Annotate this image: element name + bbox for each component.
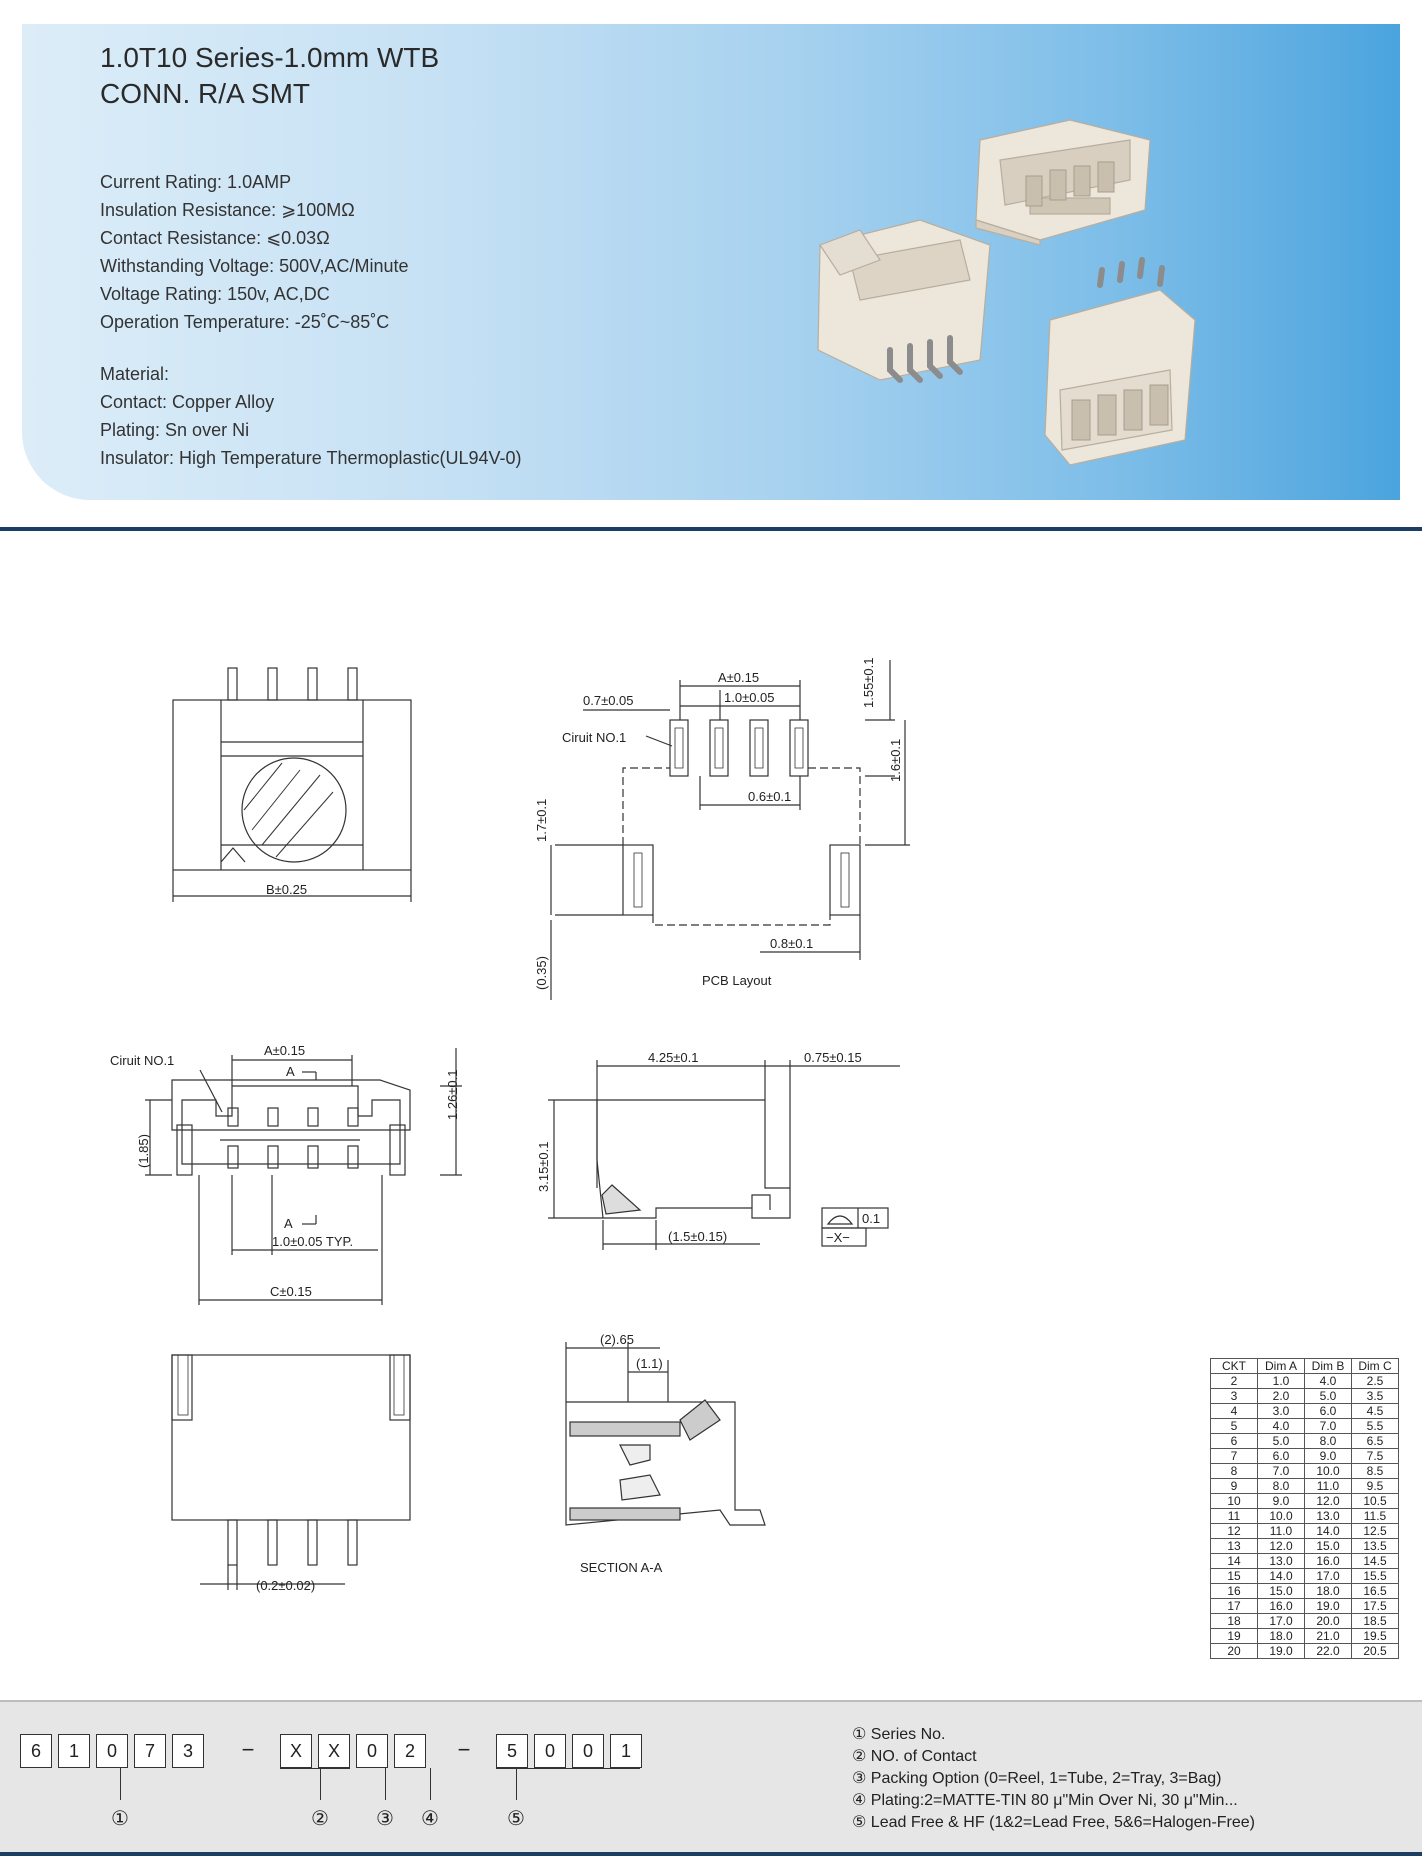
table-cell: 20.5 bbox=[1352, 1644, 1399, 1659]
table-cell: 2.5 bbox=[1352, 1374, 1399, 1389]
spec-operation-temperature: Operation Temperature: -25˚C~85˚C bbox=[100, 312, 390, 332]
table-cell: 7.5 bbox=[1352, 1449, 1399, 1464]
table-row bbox=[1211, 1524, 1399, 1539]
part-number-leader bbox=[120, 1768, 121, 1800]
part-number-marker: ③ bbox=[376, 1808, 394, 1830]
pcb-a-dim: A±0.15 bbox=[718, 670, 760, 685]
footer-rule bbox=[0, 1852, 1422, 1856]
pcb-circuit-label: Ciruit NO.1 bbox=[562, 730, 627, 745]
col-dim-c: Dim C bbox=[1352, 1359, 1399, 1374]
side-w15: (1.5±0.15) bbox=[668, 1229, 728, 1244]
part-number-digit: 1 bbox=[58, 1734, 90, 1768]
table-row bbox=[1211, 1644, 1399, 1659]
table-cell: 14.0 bbox=[1305, 1524, 1352, 1539]
pcb-h16: 1.6±0.1 bbox=[888, 738, 903, 782]
table-cell: 5 bbox=[1211, 1419, 1258, 1434]
part-number-marker: ⑤ bbox=[507, 1808, 525, 1830]
header-section bbox=[0, 0, 1422, 500]
table-cell: 9.5 bbox=[1352, 1479, 1399, 1494]
part-number-digit: 3 bbox=[172, 1734, 204, 1768]
table-cell: 22.0 bbox=[1305, 1644, 1352, 1659]
table-cell: 3.0 bbox=[1258, 1404, 1305, 1419]
table-cell: 20 bbox=[1211, 1644, 1258, 1659]
pcb-h035: (0.35) bbox=[534, 956, 549, 990]
table-cell: 15.0 bbox=[1258, 1584, 1305, 1599]
top-circuit-label: Ciruit NO.1 bbox=[110, 1053, 175, 1068]
table-cell: 12 bbox=[1211, 1524, 1258, 1539]
table-cell: 21.0 bbox=[1305, 1629, 1352, 1644]
table-cell: 10.0 bbox=[1305, 1464, 1352, 1479]
table-cell: 13.0 bbox=[1258, 1554, 1305, 1569]
table-cell: 19.0 bbox=[1305, 1599, 1352, 1614]
table-cell: 2.0 bbox=[1258, 1389, 1305, 1404]
table-cell: 15.5 bbox=[1352, 1569, 1399, 1584]
table-row bbox=[1211, 1464, 1399, 1479]
table-row bbox=[1211, 1434, 1399, 1449]
pcb-pitch: 1.0±0.05 bbox=[724, 690, 775, 705]
material-contact: Contact: Copper Alloy bbox=[100, 392, 275, 412]
pcb-pad-offset: 0.7±0.05 bbox=[583, 693, 634, 708]
part-number-digit: 0 bbox=[572, 1734, 604, 1768]
table-cell: 19 bbox=[1211, 1629, 1258, 1644]
legend-contacts: ② NO. of Contact bbox=[852, 1748, 977, 1765]
table-row bbox=[1211, 1374, 1399, 1389]
table-row bbox=[1211, 1404, 1399, 1419]
table-cell: 11 bbox=[1211, 1509, 1258, 1524]
top-h126: 1.26±0.1 bbox=[445, 1069, 460, 1120]
table-row bbox=[1211, 1539, 1399, 1554]
table-row bbox=[1211, 1479, 1399, 1494]
part-number-digit: 6 bbox=[20, 1734, 52, 1768]
table-cell: 14 bbox=[1211, 1554, 1258, 1569]
legend-plating: ④ Plating:2=MATTE-TIN 80 μ"Min Over Ni, 30 μ"Min... bbox=[852, 1792, 1238, 1809]
part-number-dash: − bbox=[457, 1737, 471, 1762]
part-number-digit: X bbox=[318, 1734, 350, 1768]
table-cell: 15.0 bbox=[1305, 1539, 1352, 1554]
table-cell: 8 bbox=[1211, 1464, 1258, 1479]
table-cell: 10 bbox=[1211, 1494, 1258, 1509]
table-cell: 14.5 bbox=[1352, 1554, 1399, 1569]
table-cell: 12.0 bbox=[1305, 1494, 1352, 1509]
bottom-w02: (0.2±0.02) bbox=[256, 1578, 316, 1593]
part-number-digit: 5 bbox=[496, 1734, 528, 1768]
table-cell: 16.0 bbox=[1258, 1599, 1305, 1614]
table-cell: 5.0 bbox=[1305, 1389, 1352, 1404]
table-cell: 16.5 bbox=[1352, 1584, 1399, 1599]
top-c-dim: C±0.15 bbox=[270, 1284, 312, 1299]
table-cell: 10.0 bbox=[1258, 1509, 1305, 1524]
part-number-bracket bbox=[280, 1768, 350, 1769]
table-cell: 6.5 bbox=[1352, 1434, 1399, 1449]
table-cell: 19.0 bbox=[1258, 1644, 1305, 1659]
table-cell: 1.0 bbox=[1258, 1374, 1305, 1389]
table-cell: 9.0 bbox=[1258, 1494, 1305, 1509]
top-section-a-top: A bbox=[286, 1064, 295, 1079]
table-cell: 15 bbox=[1211, 1569, 1258, 1584]
table-cell: 18.0 bbox=[1258, 1629, 1305, 1644]
table-row bbox=[1211, 1494, 1399, 1509]
header-rule bbox=[0, 527, 1422, 531]
table-row bbox=[1211, 1419, 1399, 1434]
table-row bbox=[1211, 1629, 1399, 1644]
table-cell: 9 bbox=[1211, 1479, 1258, 1494]
table-row bbox=[1211, 1449, 1399, 1464]
table-cell: 13.5 bbox=[1352, 1539, 1399, 1554]
top-a-dim: A±0.15 bbox=[264, 1043, 306, 1058]
dimension-table bbox=[1210, 1358, 1399, 1659]
part-number-leader bbox=[385, 1768, 386, 1800]
col-dim-b: Dim B bbox=[1305, 1359, 1352, 1374]
table-row bbox=[1211, 1554, 1399, 1569]
pcb-w08: 0.8±0.1 bbox=[770, 936, 814, 951]
pcb-layout bbox=[551, 660, 910, 1000]
table-row bbox=[1211, 1614, 1399, 1629]
top-section-a-bottom: A bbox=[284, 1216, 293, 1231]
table-cell: 6.0 bbox=[1258, 1449, 1305, 1464]
table-cell: 12.0 bbox=[1258, 1539, 1305, 1554]
table-cell: 17.0 bbox=[1305, 1569, 1352, 1584]
table-cell: 5.0 bbox=[1258, 1434, 1305, 1449]
part-number-leader bbox=[516, 1768, 517, 1800]
pcb-caption: PCB Layout bbox=[702, 973, 772, 988]
title-line-2: CONN. R/A SMT bbox=[100, 78, 311, 109]
title-line-1: 1.0T10 Series-1.0mm WTB bbox=[100, 42, 440, 73]
side-view bbox=[548, 1060, 900, 1250]
part-number-digit: 0 bbox=[356, 1734, 388, 1768]
side-h315: 3.15±0.1 bbox=[536, 1141, 551, 1192]
pcb-h155: 1.55±0.1 bbox=[861, 657, 876, 708]
part-number-digit: 2 bbox=[394, 1734, 426, 1768]
side-tolerance: 0.1 bbox=[862, 1211, 881, 1226]
table-cell: 11.0 bbox=[1305, 1479, 1352, 1494]
pcb-h17: 1.7±0.1 bbox=[534, 798, 549, 842]
table-cell: 10.5 bbox=[1352, 1494, 1399, 1509]
part-number-digit: 1 bbox=[610, 1734, 642, 1768]
section-w265: (2).65 bbox=[600, 1332, 634, 1347]
spec-withstanding-voltage: Withstanding Voltage: 500V,AC/Minute bbox=[100, 256, 409, 276]
technical-drawings bbox=[0, 560, 1422, 1690]
side-w075: 0.75±0.15 bbox=[804, 1050, 862, 1065]
table-cell: 17.5 bbox=[1352, 1599, 1399, 1614]
table-cell: 4 bbox=[1211, 1404, 1258, 1419]
part-number-dash: − bbox=[241, 1737, 255, 1762]
spec-voltage-rating: Voltage Rating: 150v, AC,DC bbox=[100, 284, 330, 304]
table-cell: 3.5 bbox=[1352, 1389, 1399, 1404]
table-row bbox=[1211, 1599, 1399, 1614]
table-row bbox=[1211, 1569, 1399, 1584]
table-cell: 11.0 bbox=[1258, 1524, 1305, 1539]
table-cell: 13 bbox=[1211, 1539, 1258, 1554]
table-cell: 18 bbox=[1211, 1614, 1258, 1629]
table-cell: 2 bbox=[1211, 1374, 1258, 1389]
part-number-digit: 0 bbox=[534, 1734, 566, 1768]
table-cell: 16.0 bbox=[1305, 1554, 1352, 1569]
col-dim-a: Dim A bbox=[1258, 1359, 1305, 1374]
table-cell: 18.5 bbox=[1352, 1614, 1399, 1629]
bottom-view bbox=[172, 1355, 410, 1590]
table-cell: 17.0 bbox=[1258, 1614, 1305, 1629]
table-cell: 3 bbox=[1211, 1389, 1258, 1404]
table-header-row bbox=[1211, 1359, 1399, 1374]
table-cell: 19.5 bbox=[1352, 1629, 1399, 1644]
connector-photo bbox=[800, 80, 1240, 480]
material-plating: Plating: Sn over Ni bbox=[100, 420, 250, 440]
table-cell: 9.0 bbox=[1305, 1449, 1352, 1464]
spec-current-rating: Current Rating: 1.0AMP bbox=[100, 172, 292, 192]
part-number-marker: ① bbox=[111, 1808, 129, 1830]
spec-contact-resistance: Contact Resistance: ⩽0.03Ω bbox=[100, 228, 330, 248]
part-number-digit: X bbox=[280, 1734, 312, 1768]
table-cell: 11.5 bbox=[1352, 1509, 1399, 1524]
page-title bbox=[100, 40, 439, 112]
spec-insulation-resistance: Insulation Resistance: ⩾100MΩ bbox=[100, 200, 355, 220]
part-number-bracket bbox=[496, 1768, 640, 1769]
table-cell: 12.5 bbox=[1352, 1524, 1399, 1539]
table-body bbox=[1211, 1374, 1399, 1659]
side-w425: 4.25±0.1 bbox=[648, 1050, 699, 1065]
col-ckt: CKT bbox=[1211, 1359, 1258, 1374]
top-view bbox=[145, 1048, 462, 1305]
material-heading: Material: bbox=[100, 364, 170, 384]
front-view bbox=[173, 668, 411, 902]
top-pitch: 1.0±0.05 TYP. bbox=[272, 1234, 354, 1249]
table-row bbox=[1211, 1584, 1399, 1599]
section-caption: SECTION A-A bbox=[580, 1560, 663, 1575]
section-w11: (1.1) bbox=[636, 1356, 663, 1371]
part-number-marker: ④ bbox=[421, 1808, 439, 1830]
table-cell: 13.0 bbox=[1305, 1509, 1352, 1524]
table-row bbox=[1211, 1509, 1399, 1524]
table-cell: 16 bbox=[1211, 1584, 1258, 1599]
table-cell: 7.0 bbox=[1305, 1419, 1352, 1434]
part-number-leader bbox=[320, 1768, 321, 1800]
table-cell: 5.5 bbox=[1352, 1419, 1399, 1434]
part-number-digit: 0 bbox=[96, 1734, 128, 1768]
table-row bbox=[1211, 1389, 1399, 1404]
material-insulator: Insulator: High Temperature Thermoplastic(UL94V-0) bbox=[100, 448, 522, 468]
front-b-dim: B±0.25 bbox=[266, 882, 308, 897]
part-number-digit: 7 bbox=[134, 1734, 166, 1768]
table-cell: 7.0 bbox=[1258, 1464, 1305, 1479]
pcb-w06: 0.6±0.1 bbox=[748, 789, 792, 804]
legend-lead-free: ⑤ Lead Free & HF (1&2=Lead Free, 5&6=Halogen-Free) bbox=[852, 1814, 1255, 1831]
part-number-marker: ② bbox=[311, 1808, 329, 1830]
legend-packing: ③ Packing Option (0=Reel, 1=Tube, 2=Tray, 3=Bag) bbox=[852, 1770, 1222, 1787]
table-cell: 4.5 bbox=[1352, 1404, 1399, 1419]
part-number-leader bbox=[430, 1768, 431, 1800]
table-cell: 8.0 bbox=[1258, 1479, 1305, 1494]
footer-top-line bbox=[0, 1700, 1422, 1702]
table-cell: 17 bbox=[1211, 1599, 1258, 1614]
table-cell: 14.0 bbox=[1258, 1569, 1305, 1584]
legend-series: ① Series No. bbox=[852, 1726, 946, 1743]
table-cell: 8.5 bbox=[1352, 1464, 1399, 1479]
side-datum: −X− bbox=[826, 1230, 850, 1245]
table-cell: 6 bbox=[1211, 1434, 1258, 1449]
table-cell: 4.0 bbox=[1258, 1419, 1305, 1434]
section-a-a bbox=[566, 1342, 765, 1525]
table-cell: 20.0 bbox=[1305, 1614, 1352, 1629]
table-cell: 7 bbox=[1211, 1449, 1258, 1464]
table-cell: 8.0 bbox=[1305, 1434, 1352, 1449]
top-h185: (1.85) bbox=[136, 1134, 151, 1168]
table-cell: 6.0 bbox=[1305, 1404, 1352, 1419]
table-cell: 4.0 bbox=[1305, 1374, 1352, 1389]
table-cell: 18.0 bbox=[1305, 1584, 1352, 1599]
